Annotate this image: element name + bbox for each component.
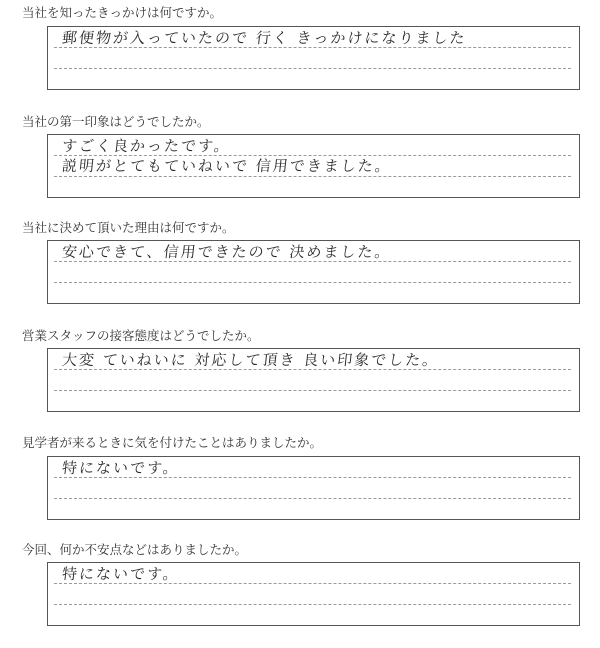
answer-box-4	[47, 348, 580, 412]
answer-rule	[54, 261, 571, 262]
answer-rule	[54, 47, 571, 48]
answer-rule	[54, 583, 571, 584]
answer-4-line-1: 大変 ていねいに 対応して頂き 良い印象でした。	[61, 351, 441, 369]
answer-1-line-1: 郵便物が入っていたので 行く きっかけになりました	[61, 29, 468, 47]
answer-rule	[54, 68, 571, 69]
answer-5-line-1: 特にないです。	[61, 459, 181, 477]
answer-rule	[54, 369, 571, 370]
answer-rule	[54, 176, 571, 177]
question-1: 当社を知ったきっかけは何ですか。	[22, 5, 223, 20]
question-4: 営業スタッフの接客態度はどうでしたか。	[22, 328, 260, 343]
answer-box-5	[47, 456, 580, 520]
answer-box-1	[47, 26, 580, 90]
answer-rule	[54, 604, 571, 605]
answer-rule	[54, 282, 571, 283]
answer-2-line-2: 説明がとてもていねいで 信用できました。	[61, 157, 393, 175]
answer-box-6	[47, 562, 580, 626]
answer-3-line-1: 安心できて、信用できたので 決めました。	[61, 243, 393, 261]
answer-rule	[54, 155, 571, 156]
answer-2-line-1: すごく良かったです。	[61, 137, 232, 155]
question-6: 今回、何か不安点などはありましたか。	[22, 542, 248, 557]
answer-rule	[54, 390, 571, 391]
answer-box-3	[47, 240, 580, 304]
answer-rule	[54, 498, 571, 499]
answer-box-2	[47, 134, 580, 198]
answer-rule	[54, 477, 571, 478]
answer-6-line-1: 特にないです。	[61, 565, 181, 583]
question-2: 当社の第一印象はどうでしたか。	[22, 114, 210, 129]
question-3: 当社に決めて頂いた理由は何ですか。	[22, 220, 235, 235]
question-5: 見学者が来るときに気を付けたことはありましたか。	[22, 435, 323, 450]
